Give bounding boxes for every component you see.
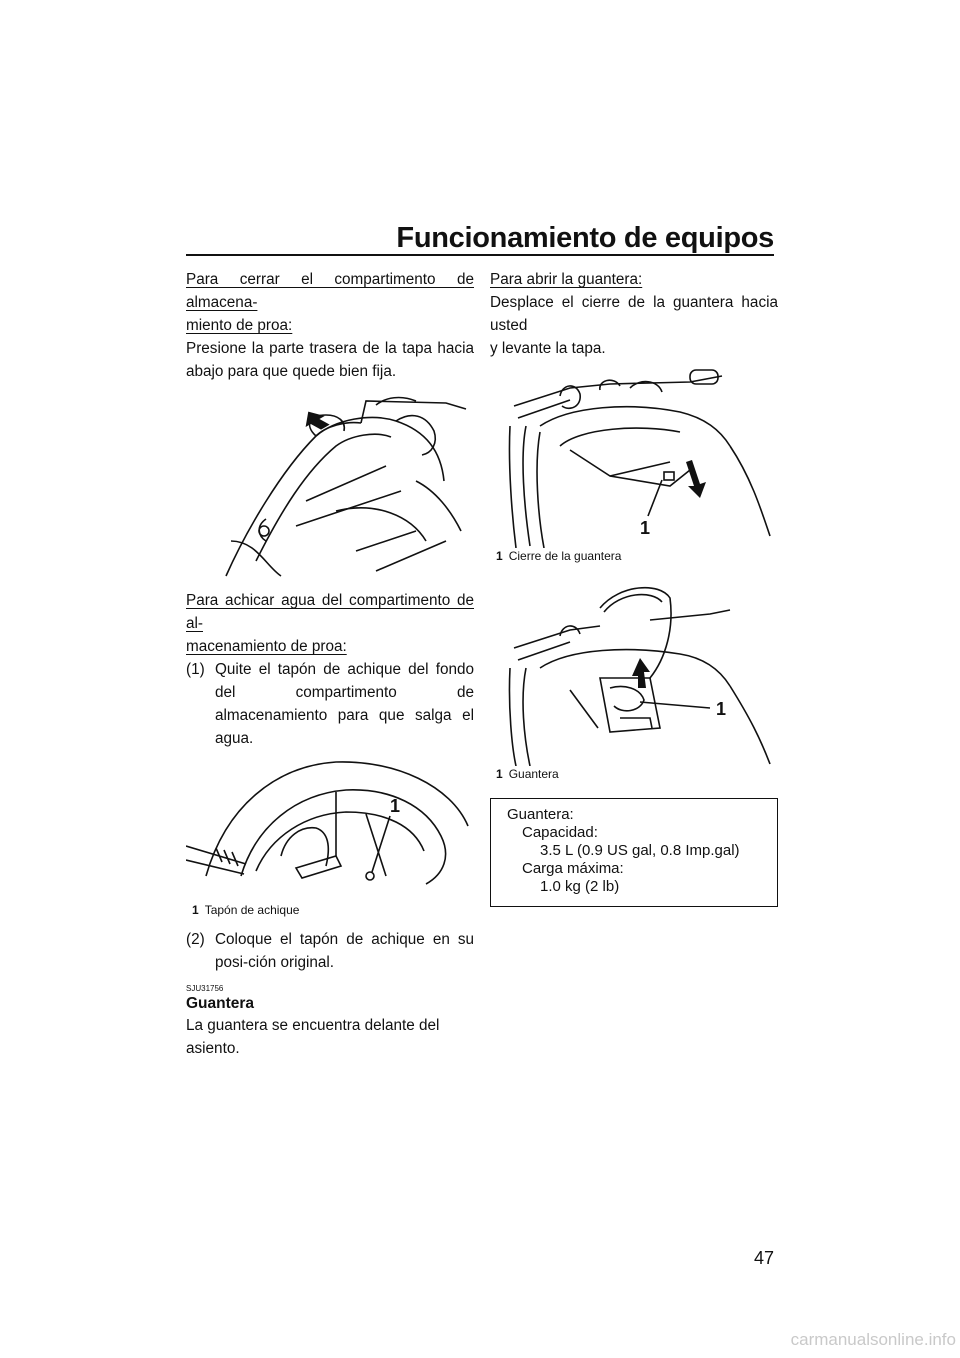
close-heading-line-1: Para cerrar el compartimento de almacena- (186, 271, 474, 311)
section-title: Guantera (186, 995, 255, 1012)
drain-heading-line-1: Para achicar agua del compartimento de al- (186, 592, 474, 632)
spec-box (490, 798, 778, 907)
open-heading: Para abrir la guantera: (490, 271, 643, 288)
step-1 (186, 658, 474, 750)
step-2-number: (2) (186, 931, 205, 948)
step-1-text: Quite el tapón de achique del fondo del compartimento de almacenamiento para que salga el agua. (215, 661, 474, 747)
title-rule (186, 254, 774, 256)
fig4-caption-text: Guantera (508, 767, 559, 781)
fig4-callout: 1 (716, 699, 727, 719)
watercraft-bow-illustration (186, 391, 474, 581)
close-text-line-2: abajo para que quede bien fija. (186, 363, 397, 380)
open-text-line-1: Desplace el cierre de la guantera hacia usted (490, 294, 778, 334)
step-2-text: Coloque el tapón de achique en su posi-ción original. (215, 931, 474, 971)
fig4-caption (496, 766, 778, 782)
step-1-number: (1) (186, 661, 205, 678)
spec-max-load-value: 1.0 kg (2 lb) (540, 878, 620, 895)
fig4-caption-number: 1 (496, 767, 503, 781)
spec-capacity-label: Capacidad: (522, 824, 598, 841)
right-column (490, 268, 778, 907)
section-text: La guantera se encuentra delante del asiento. (186, 1017, 440, 1057)
figure-drain-plug (186, 756, 474, 924)
figure-bow-storage-close (186, 391, 474, 589)
storage-compartment-illustration (186, 756, 474, 902)
fig2-caption-text: Tapón de achique (204, 903, 300, 917)
fig3-caption-text: Cierre de la guantera (508, 549, 622, 563)
fig2-caption (192, 902, 474, 918)
open-text-line-2: y levante la tapa. (490, 340, 606, 357)
page-title: Funcionamiento de equipos (396, 222, 774, 254)
figure-glove-box-latch (490, 366, 778, 566)
figure-glove-box-open (490, 578, 778, 788)
spec-max-load-label: Carga máxima: (522, 860, 624, 877)
fig2-callout: 1 (390, 796, 401, 816)
close-heading-line-2: miento de proa: (186, 317, 293, 334)
close-text-line-1: Presione la parte trasera de la tapa hacia (186, 340, 474, 357)
spec-title: Guantera: (507, 806, 574, 823)
arrow-down-icon (686, 460, 706, 498)
arrow-up-icon (632, 658, 650, 688)
fig2-caption-number: 1 (192, 903, 199, 917)
step-2 (186, 928, 474, 974)
arrow-down-icon (300, 406, 330, 436)
spec-capacity-value: 3.5 L (0.9 US gal, 0.8 Imp.gal) (540, 842, 740, 859)
drain-heading-line-2: macenamiento de proa: (186, 638, 347, 655)
fig3-caption-number: 1 (496, 549, 503, 563)
fig3-caption (496, 548, 778, 564)
page-number: 47 (753, 1248, 774, 1268)
section-code: SJU31756 (186, 984, 224, 993)
glove-box-open-illustration (490, 578, 778, 766)
watermark: carmanualsonline.info (790, 1330, 956, 1349)
fig3-callout: 1 (640, 518, 651, 538)
left-column (186, 268, 474, 1060)
handlebar-latch-illustration (490, 366, 778, 548)
